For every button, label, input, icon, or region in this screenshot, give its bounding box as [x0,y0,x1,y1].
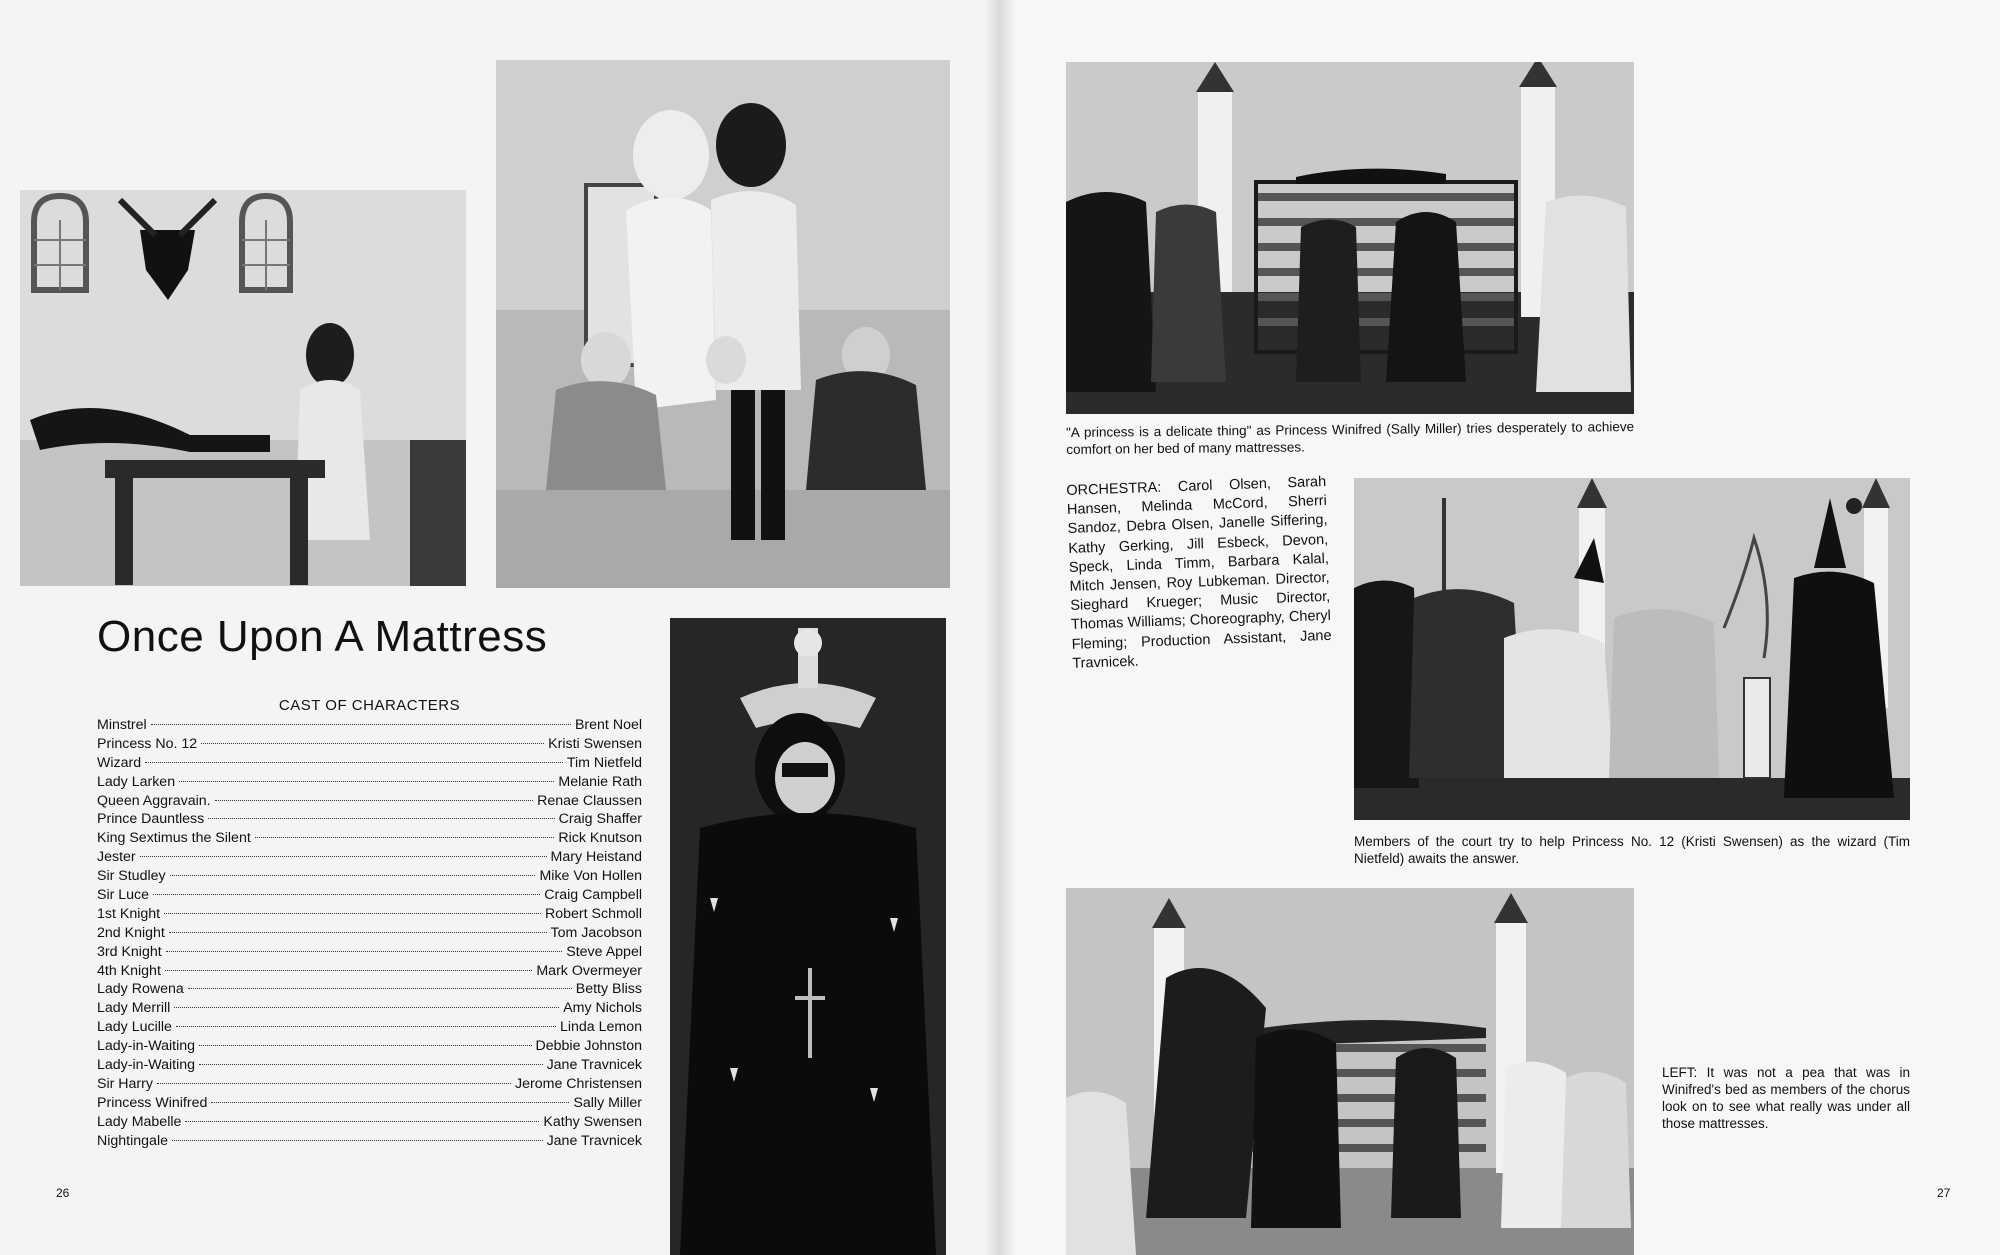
cast-actor: Linda Lemon [559,1019,642,1036]
cast-actor: Amy Nichols [563,1000,642,1017]
cast-role: Prince Dauntless [97,811,205,828]
dot-leader [199,1064,543,1065]
cast-role: 4th Knight [97,962,161,979]
cast-actor: Sally Miller [573,1094,642,1111]
cast-row [97,735,642,754]
dot-leader [165,970,532,971]
cast-row [97,773,642,792]
cast-role: Lady Larken [97,773,176,790]
page-number-left: 26 [56,1186,70,1200]
dot-leader [164,913,541,914]
cast-actor: Robert Schmoll [545,905,642,922]
cast-role: 2nd Knight [97,924,165,941]
cast-list [97,716,642,1150]
cast-actor: Jane Travnicek [546,1057,642,1074]
cast-actor: Renae Claussen [537,792,642,809]
cast-role: 1st Knight [97,905,161,922]
dot-leader [185,1121,539,1122]
photo-court-scene [1354,478,1910,820]
cast-row [97,716,642,735]
cast-row [97,1094,642,1113]
caption-court-scene: Members of the court try to help Princess No. 12 (Kristi Swensen) as the wizard (Tim Nietfeld) awaits the answer. [1354,834,1910,866]
cast-row [97,1056,642,1075]
cast-row [97,905,642,924]
cast-role: 3rd Knight [97,943,162,960]
caption-chorus-bed: LEFT: It was not a pea that was in Winifred's bed as members of the chorus look on to see what really was under all those mattresses. [1662,1065,1910,1131]
cast-role: Princess No. 12 [97,735,198,752]
cast-row [97,886,642,905]
dot-leader [172,1140,543,1141]
cast-actor: Kristi Swensen [548,735,642,752]
cast-row [97,999,642,1018]
page-number-right: 27 [1937,1186,1951,1200]
cast-role: Minstrel [97,717,147,733]
dot-leader [174,1007,559,1008]
cast-actor: Craig Campbell [544,887,642,904]
cast-role: Queen Aggravain. [97,792,211,809]
dot-leader [157,1083,511,1084]
dot-leader [215,800,534,801]
cast-row [97,1018,642,1037]
dot-leader [199,1045,531,1046]
cast-role: King Sextimus the Silent [97,830,251,847]
cast-role: Lady-in-Waiting [97,1057,196,1074]
photo-princess-mattresses [1066,62,1634,414]
dot-leader [201,743,544,744]
page-title: Once Upon A Mattress [97,612,548,661]
cast-actor: Craig Shaffer [558,811,642,828]
cast-row [97,962,642,981]
dot-leader [151,724,571,725]
photo-couple-scene [496,60,950,588]
cast-actor: Debbie Johnston [535,1038,642,1055]
cast-actor: Mary Heistand [550,849,642,866]
dot-leader [153,894,540,895]
cast-actor: Kathy Swensen [543,1113,642,1130]
cast-actor: Betty Bliss [575,981,642,998]
cast-row [97,754,642,773]
dot-leader [188,988,572,989]
cast-row [97,1113,642,1132]
cast-role: Jester [97,849,136,866]
dot-leader [211,1102,569,1103]
cast-actor: Melanie Rath [558,773,642,790]
cast-actor: Rick Knutson [558,830,642,847]
cast-actor: Tom Jacobson [550,924,642,941]
cast-actor: Steve Appel [566,943,642,960]
dot-leader [166,951,563,952]
cast-row [97,1132,642,1151]
cast-role: Lady-in-Waiting [97,1038,196,1055]
photo-wizard-portrait [670,618,946,1255]
dot-leader [176,1026,556,1027]
cast-role: Sir Luce [97,887,150,904]
cast-row [97,810,642,829]
cast-role: Lady Mabelle [97,1113,182,1130]
cast-row [97,792,642,811]
dot-leader [255,837,555,838]
cast-row [97,980,642,999]
cast-actor: Jerome Christensen [515,1075,642,1092]
cast-role: Lady Merrill [97,1000,171,1017]
dot-leader [140,856,547,857]
cast-row [97,829,642,848]
cast-row [97,867,642,886]
dot-leader [170,875,536,876]
cast-row [97,1075,642,1094]
dot-leader [179,781,554,782]
cast-role: Lady Rowena [97,981,184,998]
photo-chorus-bed [1066,888,1634,1255]
cast-actor: Tim Nietfeld [566,754,642,771]
cast-row [97,1037,642,1056]
cast-actor: Mike Von Hollen [539,868,642,885]
cast-role: Lady Lucille [97,1019,172,1036]
cast-role: Princess Winifred [97,1094,208,1111]
dot-leader [208,818,554,819]
cast-heading: CAST OF CHARACTERS [278,697,461,714]
cast-row [97,848,642,867]
orchestra-credits: ORCHESTRA: Carol Olsen, Sarah Hansen, Melinda McCord, Sherri Sandoz, Debra Olsen, Janelle Siffering, Kathy Gerking, Jill Esbeck, Devon, Speck, Linda Timm, Barbara Kalal, Mitch Jensen, Roy Lubkeman. Director, Sieghard Krueger; Music Director, Thomas Williams; Choreography, Cheryl Fleming; Production Assistant, Jane Travnicek. [1066,473,1332,672]
cast-role: Nightingale [97,1132,168,1149]
cast-row [97,924,642,943]
cast-actor: Brent Noel [574,717,642,733]
cast-actor: Mark Overmeyer [536,962,642,979]
caption-princess-mattresses: "A princess is a delicate thing" as Princess Winifred (Sally Miller) tries desperately to achieve comfort on her bed of many mattresses. [1066,419,1635,457]
dot-leader [145,762,563,763]
cast-actor: Jane Travnicek [546,1132,642,1149]
cast-role: Sir Studley [97,868,166,885]
cast-role: Sir Harry [97,1075,153,1092]
cast-role: Wizard [97,754,142,771]
book-gutter [985,0,1015,1255]
photo-lounging-scene [20,190,466,586]
cast-row [97,943,642,962]
dot-leader [169,932,547,933]
